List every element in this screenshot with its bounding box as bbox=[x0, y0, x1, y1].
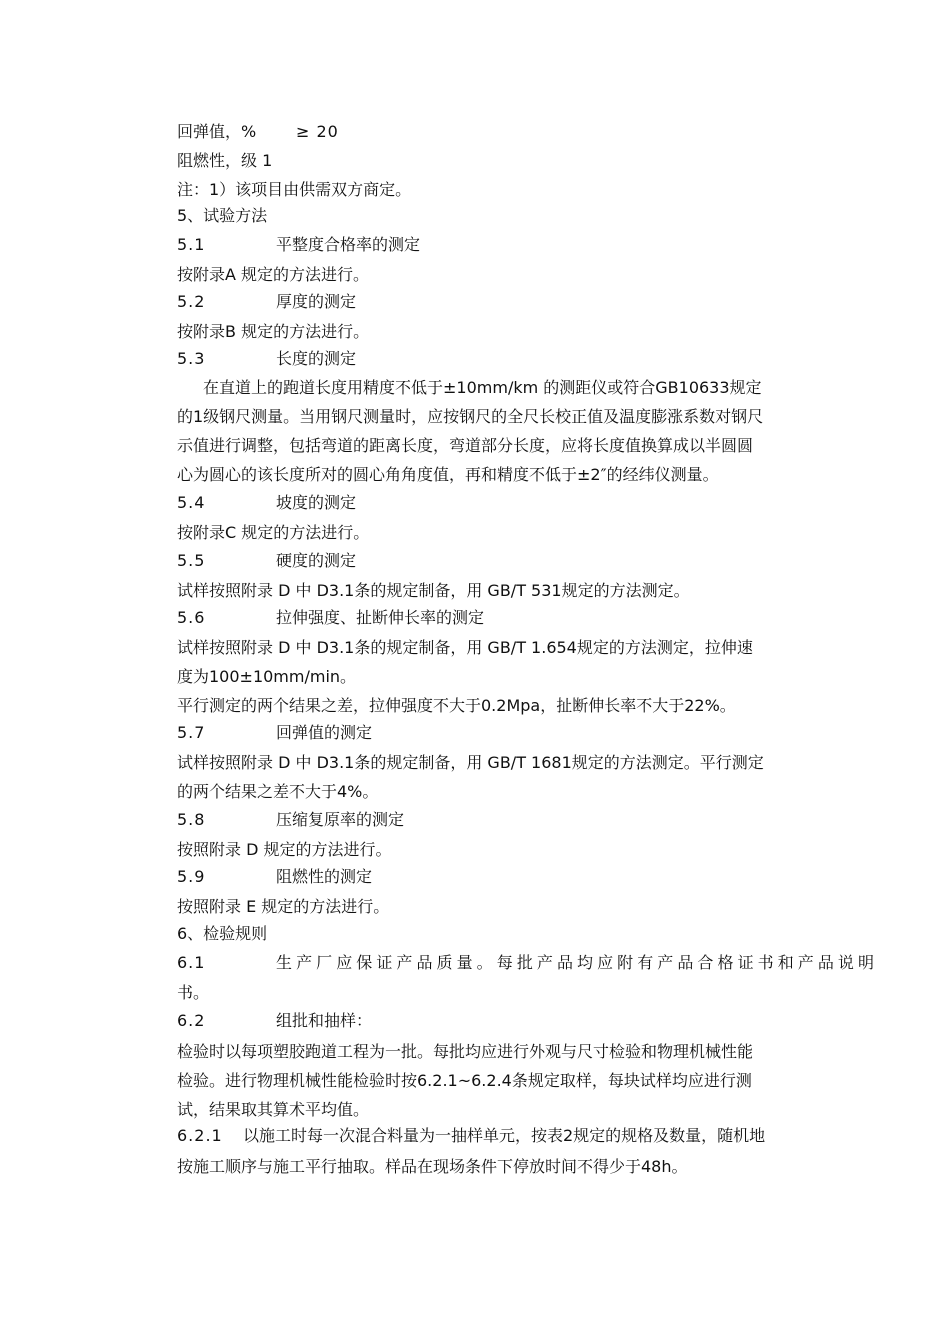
section-5-6-body-3: 平行测定的两个结果之差，拉伸强度不大于0.2Mpa，扯断伸长率不大于22%。 bbox=[177, 696, 736, 715]
section-5-6-number: 5.6 bbox=[177, 608, 206, 627]
section-5-6-body-1: 试样按照附录 D 中 D3.1条的规定制备，用 GB/T 1.654规定的方法测定，拉伸速 bbox=[177, 638, 753, 657]
section-6-2-1-text: 以施工时每一次混合料量为一抽样单元，按表2规定的规格及数量，随机地 bbox=[243, 1126, 766, 1145]
section-5-5-title: 硬度的测定 bbox=[276, 551, 357, 570]
section-5-heading: 5、试验方法 bbox=[177, 206, 268, 225]
section-5-9-title: 阻燃性的测定 bbox=[276, 867, 373, 886]
note-line: 注：1）该项目由供需双方商定。 bbox=[177, 180, 412, 199]
section-5-3-para-1: 在直道上的跑道长度用精度不低于±10mm/km 的测距仪或符合GB10633规定 bbox=[203, 378, 762, 397]
section-5-5-body: 试样按照附录 D 中 D3.1条的规定制备，用 GB/T 531规定的方法测定。 bbox=[177, 581, 690, 600]
section-5-3-number: 5.3 bbox=[177, 349, 206, 368]
section-5-8-title: 压缩复原率的测定 bbox=[276, 810, 405, 829]
section-6-2-1-body: 按施工顺序与施工平行抽取。样品在现场条件下停放时间不得少于48h。 bbox=[177, 1157, 688, 1176]
section-5-8-body: 按照附录 D 规定的方法进行。 bbox=[177, 840, 392, 859]
section-5-3-para-2: 的1级钢尺测量。当用钢尺测量时，应按钢尺的全尺长校正值及温度膨涨系数对钢尺 bbox=[177, 407, 764, 426]
section-5-4-number: 5.4 bbox=[177, 493, 206, 512]
section-6-2-body-2: 检验。进行物理机械性能检验时按6.2.1~6.2.4条规定取样，每块试样均应进行测 bbox=[177, 1071, 752, 1090]
section-5-1-number: 5.1 bbox=[177, 235, 206, 254]
section-5-3-title: 长度的测定 bbox=[276, 349, 357, 368]
section-5-7-body-1: 试样按照附录 D 中 D3.1条的规定制备，用 GB/T 1681规定的方法测定。平行测定 bbox=[177, 753, 764, 772]
section-5-5-number: 5.5 bbox=[177, 551, 206, 570]
section-5-7-body-2: 的两个结果之差不大于4%。 bbox=[177, 782, 379, 801]
section-6-1-title-cont: 书。 bbox=[177, 983, 210, 1002]
section-5-9-body: 按照附录 E 规定的方法进行。 bbox=[177, 897, 390, 916]
section-6-heading: 6、检验规则 bbox=[177, 924, 268, 943]
section-5-9-number: 5.9 bbox=[177, 867, 206, 886]
section-5-6-title: 拉伸强度、扯断伸长率的测定 bbox=[276, 608, 485, 627]
rebound-label: 回弹值，% bbox=[177, 122, 257, 141]
section-5-1-title: 平整度合格率的测定 bbox=[276, 235, 421, 254]
section-5-4-title: 坡度的测定 bbox=[276, 493, 357, 512]
section-6-2-body-3: 试，结果取其算术平均值。 bbox=[177, 1100, 370, 1119]
section-5-3-para-3: 示值进行调整，包括弯道的距离长度，弯道部分长度，应将长度值换算成以半圆圆 bbox=[177, 436, 754, 455]
section-6-1-number: 6.1 bbox=[177, 953, 206, 972]
rebound-value: ≥ 20 bbox=[296, 122, 339, 141]
section-5-2-number: 5.2 bbox=[177, 292, 206, 311]
section-5-2-title: 厚度的测定 bbox=[276, 292, 357, 311]
section-5-2-body: 按附录B 规定的方法进行。 bbox=[177, 322, 370, 341]
section-6-2-number: 6.2 bbox=[177, 1011, 206, 1030]
section-6-2-1-number: 6.2.1 bbox=[177, 1126, 223, 1145]
section-5-7-title: 回弹值的测定 bbox=[276, 723, 373, 742]
section-5-4-body: 按附录C 规定的方法进行。 bbox=[177, 523, 370, 542]
section-6-2-body-1: 检验时以每项塑胶跑道工程为一批。每批均应进行外观与尺寸检验和物理机械性能 bbox=[177, 1042, 754, 1061]
section-5-8-number: 5.8 bbox=[177, 810, 206, 829]
flame-line: 阻燃性，级 1 bbox=[177, 151, 273, 170]
section-5-3-para-4: 心为圆心的该长度所对的圆心角角度值，再和精度不低于±2″的经纬仪测量。 bbox=[177, 465, 719, 484]
section-5-6-body-2: 度为100±10mm/min。 bbox=[177, 667, 357, 686]
section-5-7-number: 5.7 bbox=[177, 723, 206, 742]
section-5-1-body: 按附录A 规定的方法进行。 bbox=[177, 265, 370, 284]
section-6-2-title: 组批和抽样： bbox=[276, 1011, 373, 1030]
section-6-1-title: 生产厂应保证产品质量。每批产品均应附有产品合格证书和产品说明 bbox=[276, 953, 874, 972]
